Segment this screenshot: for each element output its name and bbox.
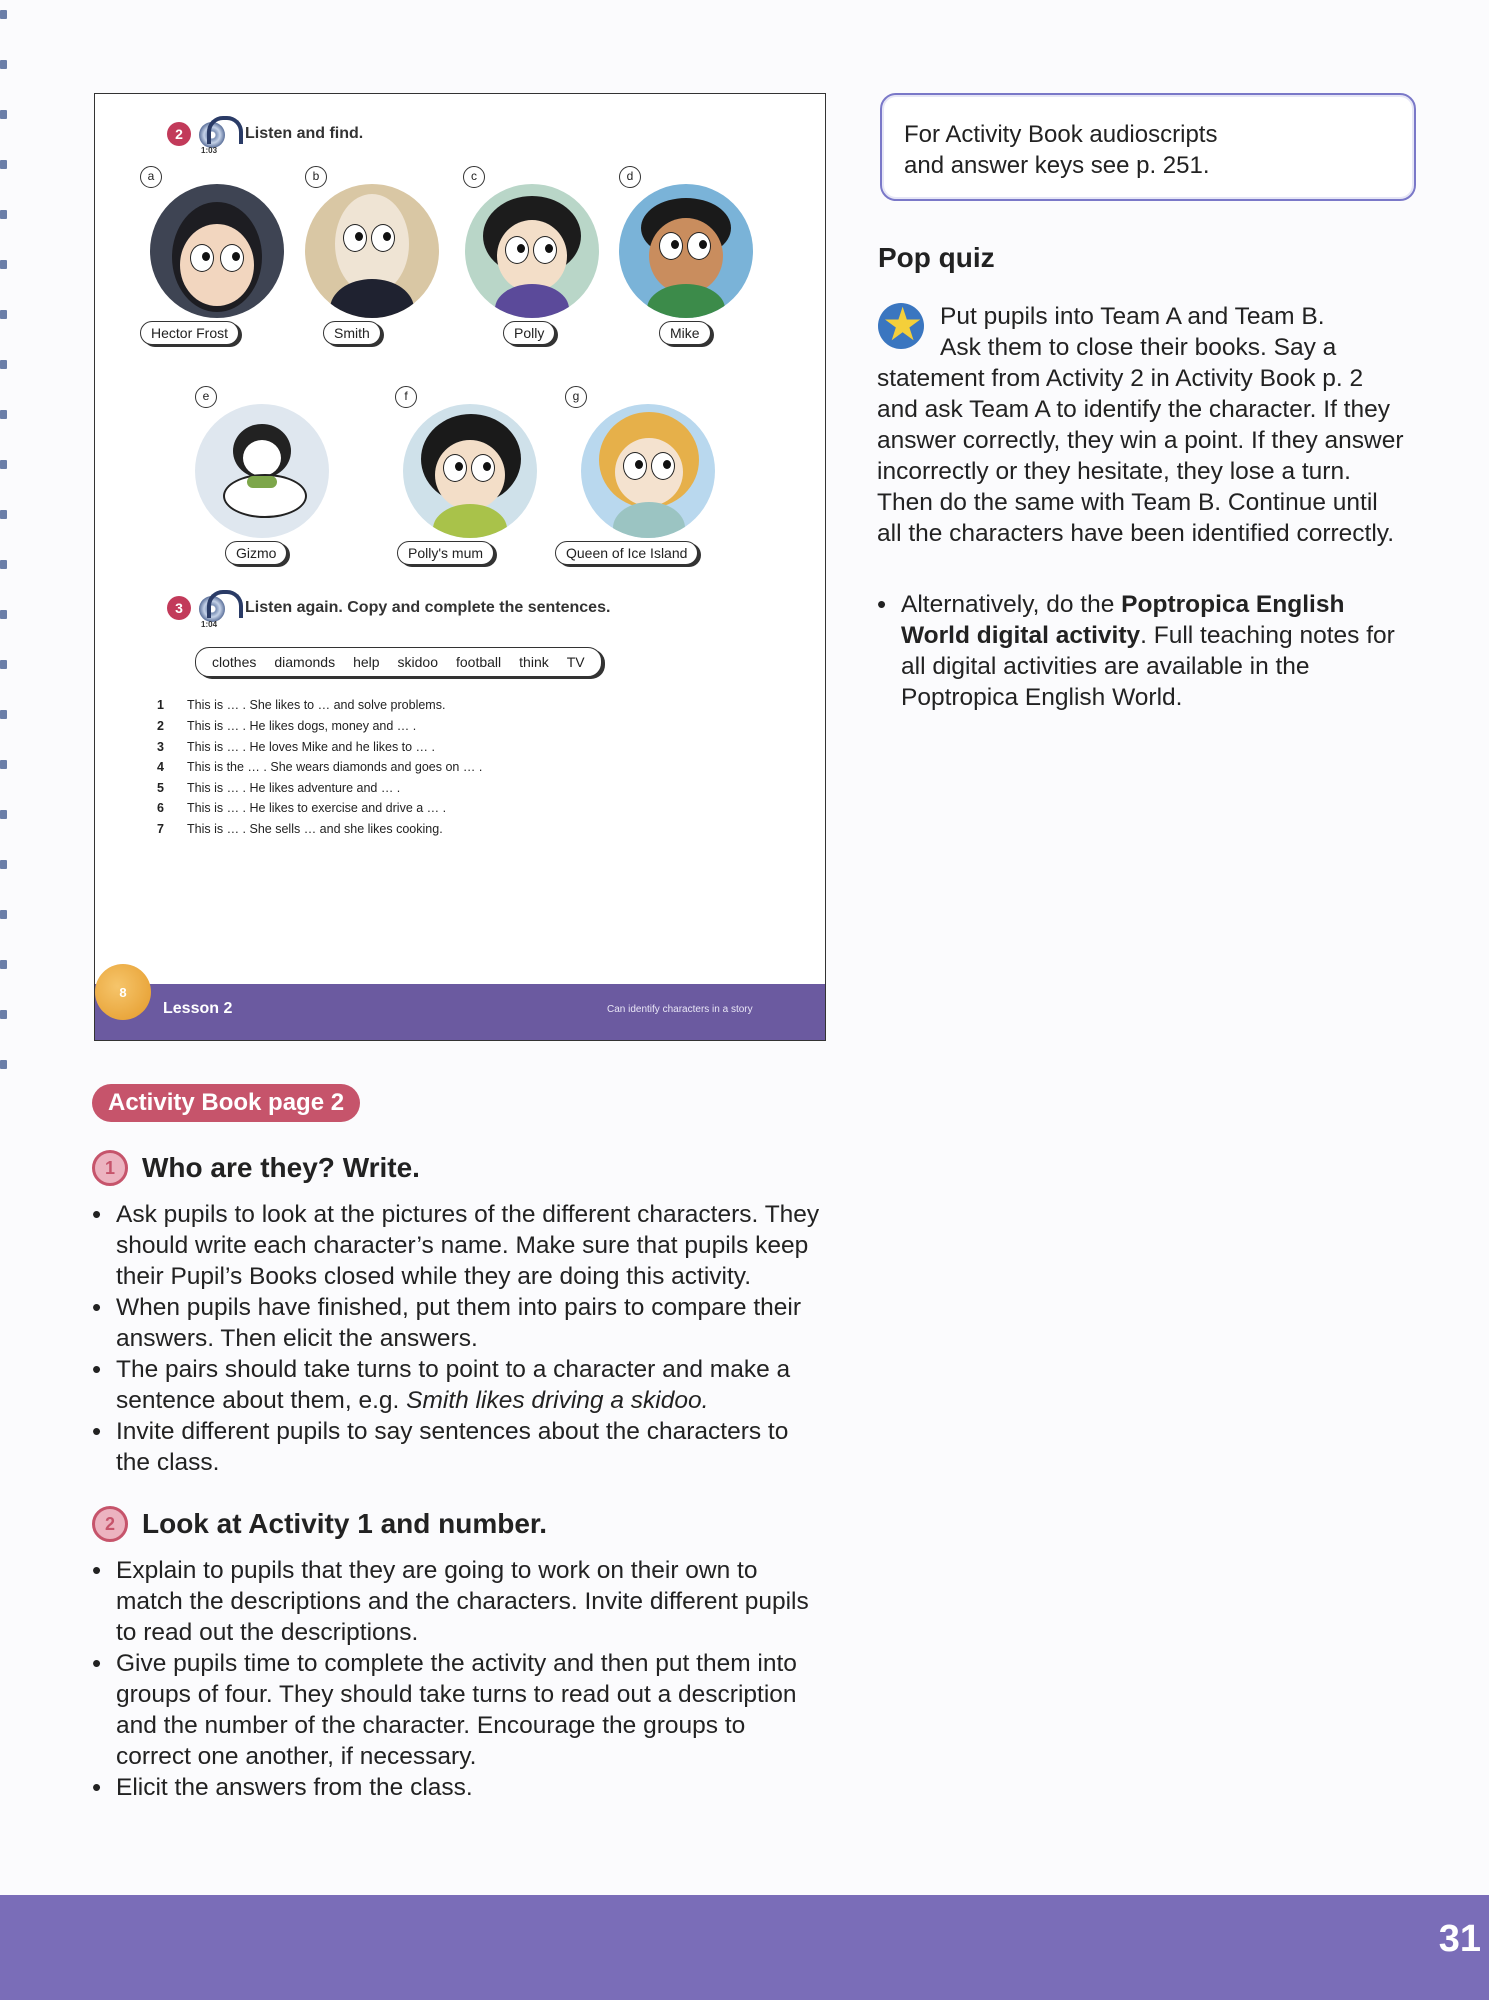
audio-cd-icon: 1:03 [199,116,237,152]
lesson-bar [95,984,825,1040]
pop-quiz-line-1: Put pupils into Team A and Team B. [940,303,1325,330]
answer-key-note [880,93,1416,201]
pollys-mum-portrait [403,404,537,538]
inset-page-number: 8 [95,964,151,1020]
character-queen-of-ice-island: g Queen of Ice Island [555,386,725,576]
word: diamonds [274,654,336,670]
character-pollys-mum: f Polly's mum [395,386,545,576]
word: clothes [212,654,257,670]
name-label: Smith [323,321,381,345]
exercise-title: Listen again. Copy and complete the sentences. [245,599,611,616]
name-label: Polly's mum [397,541,494,565]
word: skidoo [397,654,438,670]
exercise-number: 2 [167,122,191,146]
name-label: Polly [503,321,555,345]
section-number: 1 [92,1150,128,1186]
lesson-label: Lesson 2 [163,1000,233,1017]
character-polly: c Polly [463,166,613,356]
sentence-2: 2 This is … . He likes dogs, money and … . [157,719,417,733]
queen-portrait [581,404,715,538]
lesson-objective: Can identify characters in a story [607,1004,753,1015]
pop-quiz-bullets [877,589,1407,713]
sentence-3: 3 This is … . He loves Mike and he likes to … . [157,740,436,754]
activity-book-thumbnail [94,93,826,1041]
star-icon [878,303,924,349]
character-mike: d Mike [619,166,769,356]
mike-portrait [619,184,753,318]
pop-quiz-bullet: • Alternatively, do the Poptropica English World digital activity. Full teaching notes for all digital activities are available in the Poptropica English World. [877,589,1407,713]
bullet: • Explain to pupils that they are going to work on their own to match the descriptions and the characters. Invite different pupils to read out the descriptions. [92,1555,822,1648]
sentence-4: 4 This is the … . She wears diamonds and goes on … . [157,760,483,774]
exercise-number: 3 [167,596,191,620]
exercise-title: Listen and find. [245,125,364,142]
name-label: Gizmo [225,541,287,565]
section-1-heading [92,1150,420,1186]
section-2-heading [92,1506,547,1542]
word-bank [195,647,602,677]
gizmo-portrait [195,404,329,538]
section-1-bullets [92,1199,822,1478]
note-line-2: and answer keys see p. 251. [904,152,1210,179]
bullet: • When pupils have finished, put them into pairs to compare their answers. Then elicit the answers. [92,1292,822,1354]
name-label: Mike [659,321,711,345]
bullet: • Invite different pupils to say sentences about the characters to the class. [92,1416,822,1478]
section-number: 2 [92,1506,128,1542]
bullet: • Ask pupils to look at the pictures of the different characters. They should write each character’s name. Make sure that pupils keep their Pupil’s Books closed while they are doing this activity. [92,1199,822,1292]
bullet: • Elicit the answers from the class. [92,1772,822,1803]
sentence-5: 5 This is … . He likes adventure and … . [157,781,401,795]
exercise-2-header [167,116,364,155]
character-smith: b Smith [305,166,455,356]
note-line-1: For Activity Book audioscripts [904,121,1218,148]
sentence-7: 7 This is … . She sells … and she likes cooking. [157,822,443,836]
smith-portrait [305,184,439,318]
activity-book-page-pill: Activity Book page 2 [92,1084,360,1122]
name-label: Hector Frost [140,321,239,345]
section-title: Look at Activity 1 and number. [142,1508,548,1539]
pop-quiz-body: statement from Activity 2 in Activity Book p. 2 and ask Team A to identify the character. If they answer correctly, they win a point. If they answer incorrectly or they hesitate, they lose a turn. Then do the same with Team B. Continue until all the characters have been identified correctly. [877,365,1404,547]
bullet: • The pairs should take turns to point to a character and make a sentence about them, e.g. Smith likes driving a skidoo. [92,1354,822,1416]
bullet: • Give pupils time to complete the activity and then put them into groups of four. They should take turns to read out a description and the number of the character. Encourage the groups to correct one another, if necessary. [92,1648,822,1772]
page-number: 31 [1438,1918,1481,1960]
word: help [353,654,380,670]
word: think [519,654,549,670]
hector-frost-portrait [150,184,284,318]
character-hector-frost: a Hector Frost [140,166,290,356]
pop-quiz-line-2: Ask them to close their books. Say a [940,334,1337,361]
sentence-6: 6 This is … . He likes to exercise and drive a … . [157,801,447,815]
word: football [456,654,502,670]
section-2-bullets [92,1555,822,1803]
exercise-3-header [167,590,611,629]
section-title: Who are they? Write. [142,1152,420,1183]
polly-portrait [465,184,599,318]
binder-holes [0,0,10,1100]
sentence-1: 1 This is … . She likes to … and solve problems. [157,698,446,712]
footer-bar [0,1895,1489,2000]
pop-quiz-title: Pop quiz [878,242,995,273]
character-gizmo: e Gizmo [195,386,345,576]
name-label: Queen of Ice Island [555,541,698,565]
audio-cd-icon: 1:04 [199,590,237,626]
word: TV [566,654,585,670]
